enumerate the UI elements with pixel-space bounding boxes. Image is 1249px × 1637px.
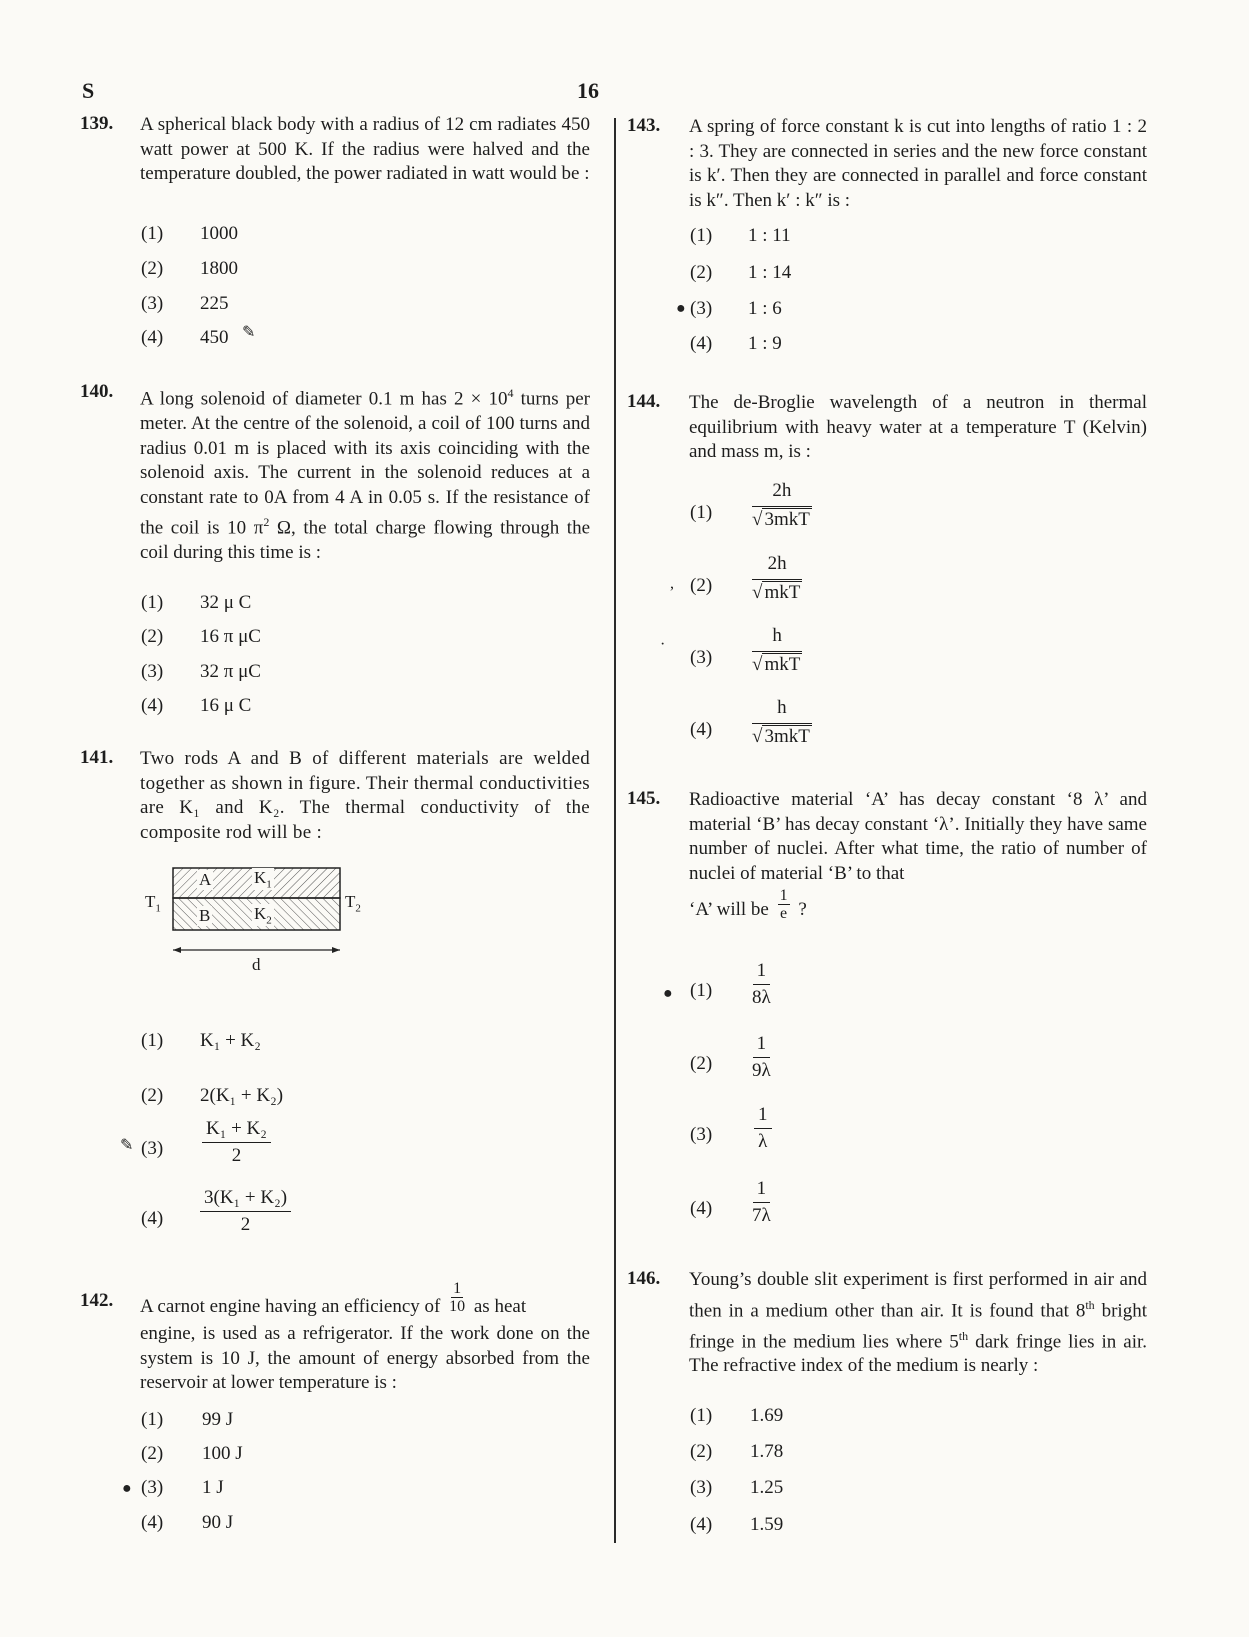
question-text [140,381,590,566]
fraction-numerator: 2h [772,480,792,501]
fraction-numerator: 1 [453,1280,462,1297]
option-number[interactable]: (4) [690,1514,713,1535]
column-divider [614,118,616,1543]
option-number[interactable]: (3) [141,293,164,314]
option-number[interactable]: (3) [690,298,713,319]
option-value[interactable]: 16 μ C [200,695,252,716]
pen-mark: · [660,636,666,653]
option-value[interactable]: 225 [200,293,229,314]
fraction-denominator: λ [758,1131,768,1152]
option-value[interactable]: 1 : 11 [748,225,791,246]
question-number: 141. [80,747,114,768]
rod-k2-label [252,904,274,926]
fraction-numerator: 3(K₁ + K₂) [200,1187,291,1212]
ratio-fraction [778,887,790,922]
option-fraction[interactable] [752,625,802,676]
fraction-numerator: h [777,697,787,718]
question-number: 146. [627,1268,661,1289]
question-text [689,1268,1147,1379]
option-number[interactable]: (2) [141,626,164,647]
rod-k1-label [252,868,274,890]
composite-rod-figure [140,860,380,974]
k-symbol: K [254,904,267,923]
option-value[interactable]: 32 μ C [200,592,252,613]
option-number[interactable]: (1) [690,980,713,1001]
subscript: 2 [355,902,361,915]
option-number[interactable]: (3) [690,1477,713,1498]
rod-b-label: B [199,906,211,925]
fraction-denominator: 2 [231,1145,242,1166]
fraction-denominator: 8λ [752,987,771,1008]
option-value[interactable]: 90 J [202,1512,234,1533]
question-text: The de-Broglie wavelength of a neutron in thermal equilibrium with heavy water at a temperature T (Kelvin) and mass m, is : [689,392,1147,463]
option-number[interactable]: (3) [690,1124,713,1145]
question-number: 143. [627,115,661,136]
fraction-numerator: 1 [753,1178,771,1203]
option-number[interactable]: (4) [141,327,164,348]
option-number[interactable]: (1) [690,502,713,523]
option-value[interactable]: 100 J [202,1443,243,1464]
option-fraction[interactable] [752,1033,771,1082]
option-fraction[interactable] [752,1178,771,1227]
option-fraction[interactable] [752,697,812,748]
option-number[interactable]: (2) [690,262,713,283]
option-number[interactable]: (3) [141,661,164,682]
set-code: S [82,78,95,103]
radicand: 3mkT [764,509,810,530]
pen-mark: ✎ [242,324,256,341]
question-number: 142. [80,1290,114,1311]
t-symbol: T [345,892,356,911]
option-number[interactable]: (3) [141,1138,164,1159]
option-fraction[interactable] [202,1118,271,1167]
fraction-denominator: √ mkT [752,579,802,604]
question-text: Two rods A and B of different materials are welded together as shown in figure. Their thermal conductivities are K₁ and K₂. The thermal conductivity of the composite rod will be : [140,748,590,843]
option-value[interactable]: 1.59 [750,1514,784,1535]
option-value[interactable]: 1 : 6 [748,298,782,319]
t1-label [145,892,161,914]
option-number[interactable]: (2) [141,258,164,279]
pen-mark: ✎ [120,1137,134,1154]
option-number[interactable]: (3) [690,647,713,668]
question-text [140,1280,590,1325]
question-text: A spherical black body with a radius of 12 cm radiates 450 watt power at 500 K. If the radius were halved and the temperature doubled, the power radiated in watt would be : [140,114,590,185]
k-symbol: K [254,868,267,887]
option-value[interactable]: 1.78 [750,1441,784,1462]
page-number: 16 [577,78,599,103]
option-value[interactable]: 16 π μC [200,626,261,647]
fraction-denominator: 9λ [752,1060,771,1081]
option-value[interactable]: 1 J [202,1477,224,1498]
radicand: mkT [764,582,801,603]
fraction-denominator: 7λ [752,1205,771,1226]
subscript: 1 [155,902,161,915]
option-number[interactable]: (1) [141,223,164,244]
option-value[interactable]: 1000 [200,223,238,244]
option-value[interactable]: 1.25 [750,1477,784,1498]
option-number[interactable]: (1) [141,592,164,613]
fraction-denominator: √ 3mkT [752,723,812,748]
option-fraction[interactable] [752,960,771,1009]
option-value[interactable]: 1 : 9 [748,333,782,354]
fraction-numerator: 1 [754,1104,772,1129]
superscript: th [958,1328,969,1343]
rod-a-label: A [199,870,212,889]
fraction-numerator: h [772,625,782,646]
fraction-numerator: 1 [753,960,771,985]
pen-mark: , [670,575,674,592]
option-number[interactable]: (2) [690,1053,713,1074]
t2-label [345,892,361,914]
option-value[interactable]: 1.69 [750,1405,784,1426]
option-fraction[interactable] [754,1104,772,1153]
question-text [689,887,1147,928]
question-text-part: as heat [473,1295,527,1317]
option-number[interactable]: (4) [141,1208,164,1229]
superscript: 4 [507,386,514,400]
option-number[interactable]: (4) [690,1198,713,1219]
question-text-part: ‘A’ will be [689,898,769,920]
option-number[interactable]: (2) [141,1443,164,1464]
option-number[interactable]: (3) [141,1477,164,1498]
fraction-numerator: 1 [753,1033,771,1058]
fraction-denominator: √ 3mkT [752,506,812,531]
question-text-part: bright fringe in the medium lies where 5 [689,1299,1147,1352]
option-number[interactable]: (4) [690,333,713,354]
option-number[interactable]: (2) [141,1085,164,1106]
superscript: 2 [263,515,270,530]
question-number: 144. [627,391,661,412]
question-text-part: Ω, the total charge flowing through the coil during this time is : [140,517,591,564]
question-text-part: A long solenoid of diameter 0.1 m has 2 × 10 [140,388,508,410]
fraction-numerator: 1 [779,887,788,904]
option-number[interactable]: (1) [690,225,713,246]
radicand: mkT [764,654,801,675]
radicand: 3mkT [764,726,810,747]
option-value[interactable]: K₁ + K₂ [200,1030,261,1051]
question-number: 140. [80,381,114,402]
fraction-numerator: 2h [767,553,787,574]
fraction-numerator: K₁ + K₂ [202,1118,271,1143]
question-text: A spring of force constant k is cut into lengths of ratio 1 : 2 : 3. They are connected in series and the new force constant is k′. Then they are connected in parallel and force constant is k″. Then k′ : k″ is : [689,116,1147,211]
fraction-denominator: 2 [240,1214,251,1235]
efficiency-fraction [449,1280,465,1315]
pen-mark: ● [676,300,686,317]
option-value[interactable]: 1800 [200,258,238,279]
question-text-part: A carnot engine having an efficiency of [140,1295,441,1317]
question-text-part: dark fringe lies in air. The refractive index of the medium is nearly : [689,1330,1147,1377]
option-value[interactable]: 32 π μC [200,661,261,682]
question-text: Radioactive material ‘A’ has decay constant ‘8 λ’ and material ‘B’ has decay constant ‘λ’. Initially they have same number of nuclei. After what time, the ratio of number of nuclei of material ‘B’ to that [689,789,1147,884]
fraction-denominator: 10 [449,1298,466,1315]
subscript: 2 [266,914,272,927]
option-number[interactable]: (1) [690,1405,713,1426]
fraction-denominator: √ mkT [752,651,802,676]
option-fraction[interactable] [200,1187,291,1236]
option-fraction[interactable] [752,553,802,604]
question-number: 139. [80,113,114,134]
question-text-part: ? [798,898,807,920]
option-value[interactable]: 450 [200,327,229,348]
option-number[interactable]: (4) [141,1512,164,1533]
option-number[interactable]: (2) [690,575,713,596]
fraction-denominator: e [780,905,788,922]
length-label: d [252,955,261,974]
question-text: engine, is used as a refrigerator. If the work done on the system is 10 J, the amount of energy absorbed from the reservoir at lower temperature is : [140,1323,590,1394]
question-text-part: turns per meter. At the centre of the solenoid, a coil of 100 turns and radius 0.01 m is placed with its axis coinciding with the solenoid axis. The current in the solenoid reduces at a constant rate to 0A from 4 A in 0.05 s. If the resistance of the coil is 10 π [140,388,590,539]
question-text-part: Young’s double slit experiment is first performed in air and then in a medium other than air. It is found that 8 [689,1269,1147,1321]
option-value[interactable]: 99 J [202,1409,234,1430]
superscript: th [1085,1297,1095,1312]
pen-mark: ● [663,985,673,1002]
option-number[interactable]: (1) [141,1409,164,1430]
option-value[interactable]: 1 : 14 [748,262,792,283]
option-number[interactable]: (4) [141,695,164,716]
subscript: 1 [266,878,272,891]
option-number[interactable]: (1) [141,1030,164,1051]
t-symbol: T [145,892,156,911]
pen-mark: ● [122,1480,132,1497]
option-fraction[interactable] [752,480,812,531]
question-number: 145. [627,788,661,809]
option-number[interactable]: (2) [690,1441,713,1462]
option-number[interactable]: (4) [690,719,713,740]
option-value[interactable]: 2(K₁ + K₂) [200,1085,284,1106]
